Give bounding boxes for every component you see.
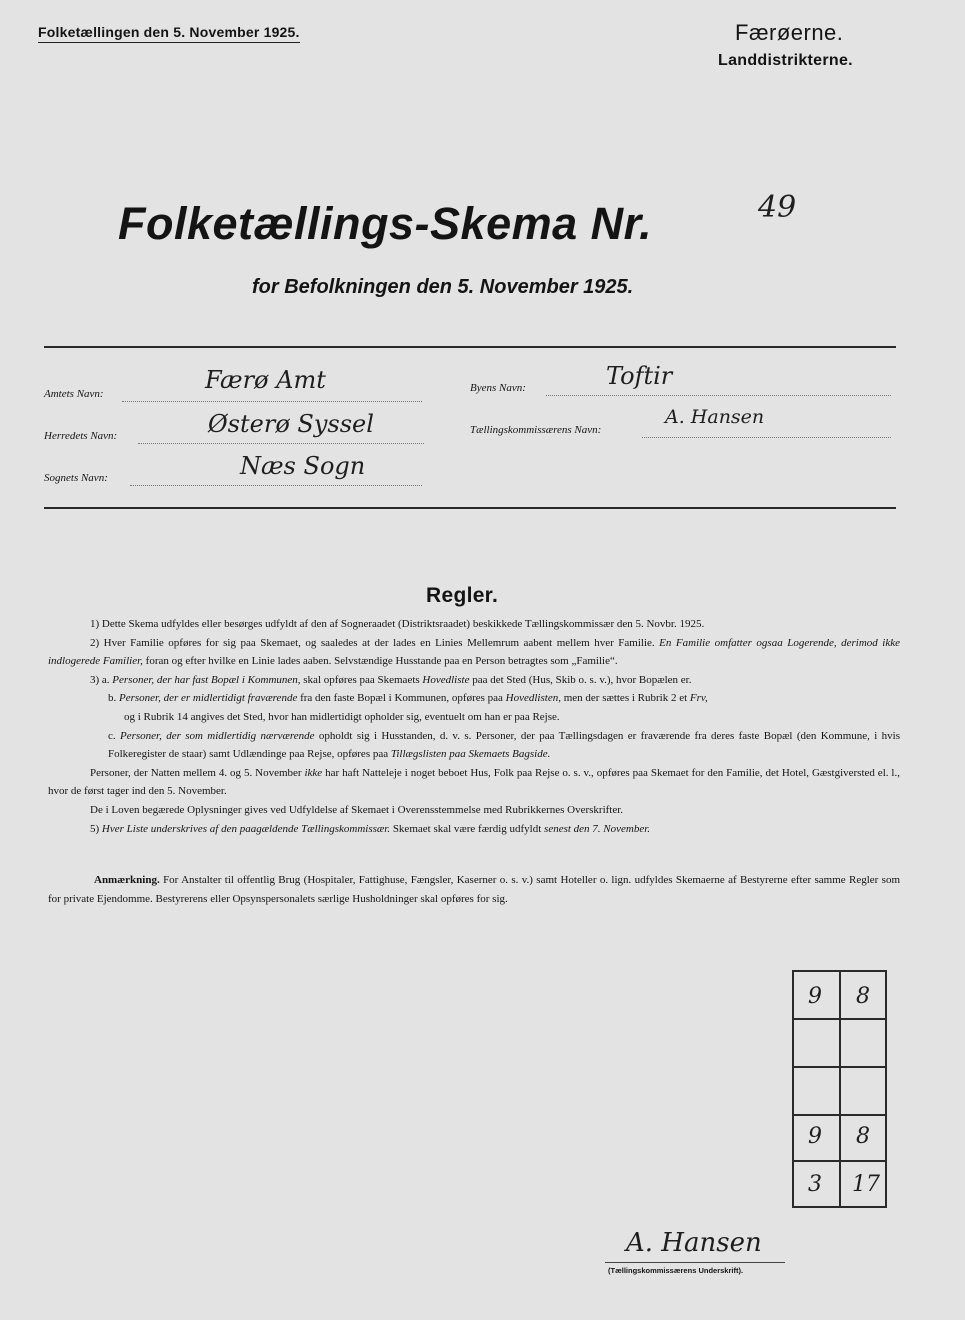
rule-4: Personer, der Natten mellem 4. og 5. November ikke har haft Natteleje i noget beboet Hus, Folk paa Rejse o. s. v., opføres paa Skemaet for den Familie, det Hotel, Gæstgiversted el. l., hvor de først tager ind den 5. November. [48,766,900,798]
tally-cell: 9 [808,984,822,1009]
sogn-value: Næs Sogn [240,452,366,480]
rule-3a: 3) a. Personer, der har fast Bopæl i Kommunen, skal opføres paa Skemaets Hovedliste paa det Sted (Hus, Skib o. s. v.), hvor Bopælen er. [90,673,692,686]
by-label: Byens Navn: [470,382,526,394]
field-bottom-rule [44,507,896,509]
by-value: Toftir [606,362,673,390]
tally-cell: 3 [808,1172,822,1197]
amt-dotted-line [122,400,422,402]
rule-3b: b. Personer, der er midlertidigt fraværende fra den faste Bopæl i Kommunen, opføres paa Hovedlisten, men der sættes i Rubrik 2 et Frv, [108,692,708,705]
kommissaer-dotted-line [642,436,891,438]
rules-list [48,615,900,838]
rule-3b-cont: og i Rubrik 14 angives det Sted, hvor han midlertidigt opholder sig, eventuelt om han er paa Rejse. [124,710,560,723]
herred-value: Østerø Syssel [208,410,374,438]
herred-dotted-line [138,442,424,444]
rule-4-cont: De i Loven begærede Oplysninger gives ved Udfyldelse af Skemaet i Overensstemmelse med Rubrikkernes Overskrifter. [90,803,624,816]
tally-divider [839,970,841,1208]
rule-5: 5) Hver Liste underskrives af den paagældende Tællingskommissær. Skemaet skal være færdig udfyldt senest den 7. November. [90,822,651,835]
signature: A. Hansen [626,1228,762,1258]
tally-row-line [792,1066,887,1068]
note-block: Anmærkning. For Anstalter til offentlig Brug (Hospitaler, Fattighuse, Fængsler, Kaserner o. s. v.) samt Hoteller o. lign. udfyldes Skemaerne af Bestyrerne efter samme Regler som for private Ejendomme. Bestyrerens eller Opsynspersonalets særlige Husholdninger skal opføres for sig. [48,874,900,905]
district-title: Landdistrikterne. [718,52,853,69]
kommissaer-value: A. Hansen [665,406,765,428]
herred-label: Herredets Navn: [44,430,118,442]
tally-row-line [792,1160,887,1162]
amt-value: Færø Amt [205,366,326,394]
field-top-rule [44,346,896,348]
sogn-label: Sognets Navn: [44,472,108,484]
signature-line [605,1262,785,1263]
tally-cell: 8 [856,1124,870,1149]
form-number: 49 [758,190,797,225]
sogn-dotted-line [130,484,422,486]
signature-caption: (Tællingskommissærens Underskrift). [608,1266,744,1275]
tally-row-line [792,1018,887,1020]
rule-2: 2) Hver Familie opføres for sig paa Skemaet, og saaledes at der lades en Linies Mellemrum aabent mellem hver Familie. En Familie omfatter ogsaa Logerende, derimod ikke indlogerede Familier, foran og efter hvilke en Linie lades aaben. Selvstændige Husstande paa en Person betragtes som „Familie“. [48,636,900,668]
amt-label: Amtets Navn: [44,388,104,400]
region-title: Færøerne. [735,20,844,45]
tally-cell: 17 [852,1172,880,1197]
tally-cell: 8 [856,984,870,1009]
rule-1: 1) Dette Skema udfyldes eller besørges udfyldt af den af Sogneraadet (Distriktsraadet) beskikkede Tællingskommissær den 5. Novbr. 1925. [90,618,705,630]
rule-3c: c. Personer, der som midlertidig nærværende opholdt sig i Husstanden, d. v. s. Personer, der paa Tællingsdagen er fraværende fra deres faste Bopæl (den Kommune, i hvis Folkeregister de staar) samt Udlændinge paa Rejse, opføres paa Tillægslisten paa Skemaets Bagside. [108,729,900,761]
rules-heading: Regler. [426,584,499,607]
by-dotted-line [546,394,891,396]
census-header-title: Folketællingen den 5. November 1925. [38,24,300,43]
tally-row-line [792,1114,887,1116]
tally-cell: 9 [808,1124,822,1149]
form-subtitle: for Befolkningen den 5. November 1925. [252,276,634,298]
form-title: Folketællings-Skema Nr. [118,198,653,249]
kommissaer-label: Tællingskommissærens Navn: [470,424,602,436]
